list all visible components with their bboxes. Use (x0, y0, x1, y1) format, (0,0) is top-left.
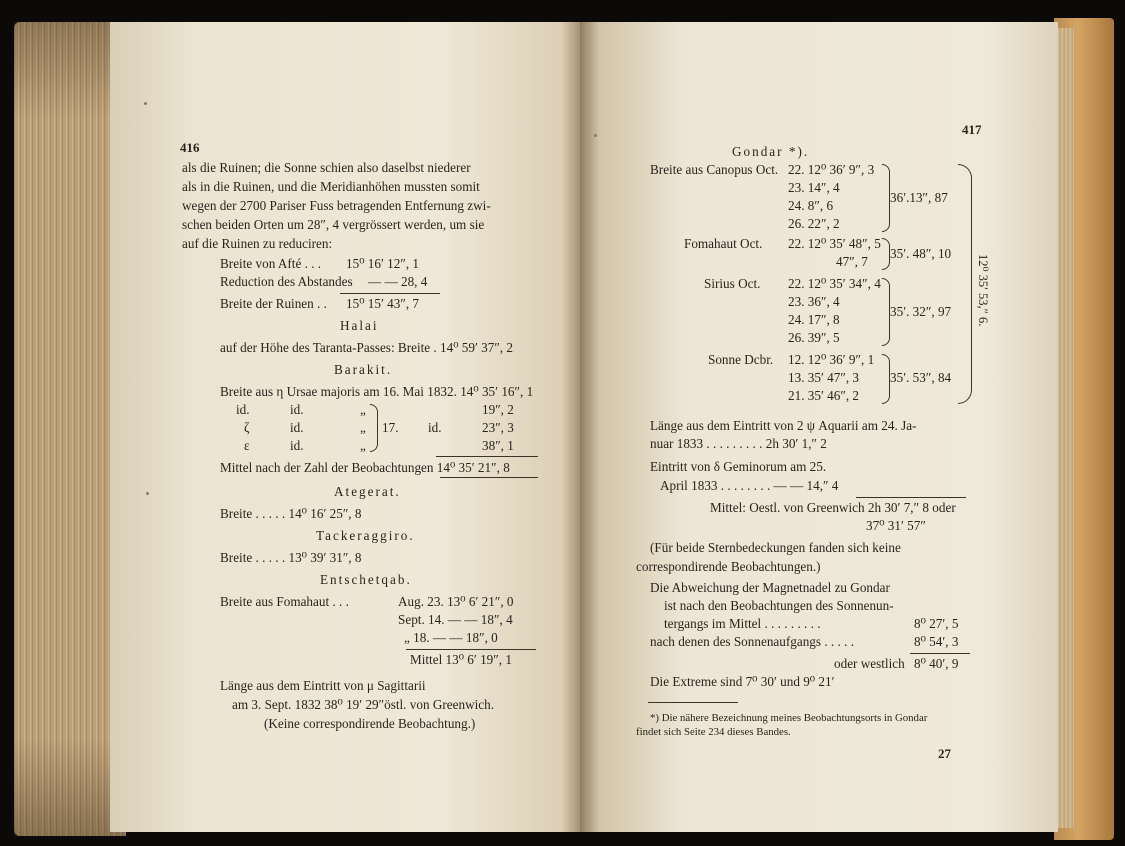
section-title-entschetqab: Entschetqab. (320, 572, 412, 587)
canopus-row: 22. 12⁰ 36′ 9″, 3 (788, 162, 875, 177)
laenge-line: Länge aus dem Eintritt von 2 ψ Aquarii am 24. Ja- (650, 418, 917, 433)
tackeraggiro-line: Breite . . . . . 13⁰ 39′ 31″, 8 (220, 550, 362, 565)
page-417 (580, 22, 1058, 832)
section-title-gondar: Gondar *). (732, 144, 810, 159)
text-line: auf die Ruinen zu reduciren: (182, 236, 333, 251)
brace (370, 404, 378, 452)
barakit-quote: „ (360, 438, 366, 453)
sonne-mean: 35′. 53″, 84 (890, 370, 952, 385)
ruinen-value: 15⁰ 15′ 43″, 7 (346, 296, 420, 311)
laenge-line: (Keine correspondirende Beobachtung.) (264, 716, 476, 731)
footnote-line: findet sich Seite 234 dieses Bandes. (636, 726, 791, 738)
text-line: als die Ruinen; die Sonne schien also daselbst niederer (182, 160, 471, 175)
open-book (14, 14, 1114, 844)
abweichung-line: tergangs im Mittel . . . . . . . . . (664, 616, 821, 631)
text-line: (Für beide Sternbedeckungen fanden sich keine (650, 540, 901, 555)
underline (440, 477, 538, 478)
barakit-value: 38″, 1 (482, 438, 514, 453)
canopus-row: 26. 22″, 2 (788, 216, 840, 231)
entschetqab-row: „ 18. — — 18″, 0 (404, 630, 498, 645)
westlich-label: oder westlich (834, 656, 905, 671)
page-416 (110, 22, 580, 832)
laenge-line: am 3. Sept. 1832 38⁰ 19′ 29″östl. von Greenwich. (232, 697, 494, 712)
reduction-value: — — 28, 4 (368, 274, 428, 289)
abweichung-value: 8⁰ 27′, 5 (914, 616, 959, 631)
barakit-value: 19″, 2 (482, 402, 514, 417)
brace (882, 278, 890, 346)
sirius-row: 26. 39″, 5 (788, 330, 840, 345)
abweichung-line: ist nach den Beobachtungen des Sonnenun- (664, 598, 894, 613)
speck (594, 134, 597, 137)
section-title-ategerat: Ategerat. (334, 484, 401, 499)
barakit-id: id. (290, 420, 304, 435)
westlich-value: 8⁰ 40′, 9 (914, 656, 959, 671)
barakit-star: ε (244, 438, 250, 453)
barakit-quote: „ (360, 402, 366, 417)
abweichung-line: Die Abweichung der Magnetnadel zu Gondar (650, 580, 890, 595)
section-title-tackeraggiro: Tackeraggiro. (316, 528, 415, 543)
barakit-value: 23″, 3 (482, 420, 514, 435)
entschetqab-mean: Mittel 13⁰ 6′ 19″, 1 (410, 652, 512, 667)
footnote-line: *) Die nähere Bezeichnung meines Beobachtungsorts in Gondar (650, 712, 928, 724)
brace (882, 238, 890, 270)
text-line: wegen der 2700 Pariser Fuss betragenden Entfernung zwi- (182, 198, 491, 213)
barakit-brace-date: 17. (382, 420, 399, 435)
sirius-row: 24. 17″, 8 (788, 312, 840, 327)
sum-rule (910, 653, 970, 654)
sonne-row: 13. 35′ 47″, 3 (788, 370, 860, 385)
laenge-line: April 1833 . . . . . . . . — — 14,″ 4 (660, 478, 839, 493)
entschetqab-label: Breite aus Fomahaut . . . (220, 594, 349, 609)
entschetqab-row: Sept. 14. — — 18″, 4 (398, 612, 513, 627)
mittel-line: Mittel: Oestl. von Greenwich 2h 30′ 7,″ 8 oder (710, 500, 956, 515)
section-title-halai: Halai (340, 318, 379, 333)
afte-label: Breite von Afté . . . (220, 256, 322, 271)
barakit-star: ζ (244, 420, 250, 435)
canopus-row: 23. 14″, 4 (788, 180, 840, 195)
canopus-label: Breite aus Canopus Oct. (650, 162, 779, 177)
speck (144, 102, 147, 105)
entschetqab-row: Aug. 23. 13⁰ 6′ 21″, 0 (398, 594, 514, 609)
sirius-mean: 35′. 32″, 97 (890, 304, 952, 319)
sum-rule (340, 293, 440, 294)
fomahaut-row: 47″, 7 (836, 254, 868, 269)
ruinen-label: Breite der Ruinen . . (220, 296, 327, 311)
sirius-label: Sirius Oct. (704, 276, 761, 291)
sirius-row: 23. 36″, 4 (788, 294, 840, 309)
barakit-first-line: Breite aus η Ursae majoris am 16. Mai 1832. 14⁰ 35′ 16″, 1 (220, 384, 534, 399)
barakit-brace-id: id. (428, 420, 442, 435)
sonne-row: 21. 35′ 46″, 2 (788, 388, 860, 403)
sonne-row: 12. 12⁰ 36′ 9″, 1 (788, 352, 875, 367)
extreme-line: Die Extreme sind 7⁰ 30′ und 9⁰ 21′ (650, 674, 835, 689)
fomahaut-mean: 35′. 48″, 10 (890, 246, 952, 261)
footnote-rule (648, 702, 738, 703)
fomahaut-label: Fomahaut Oct. (684, 236, 763, 251)
section-title-barakit: Barakit. (334, 362, 393, 377)
brace (882, 164, 890, 232)
page-number: 416 (180, 140, 200, 155)
sonne-label: Sonne Dcbr. (708, 352, 774, 367)
sum-rule (856, 497, 966, 498)
reduction-label: Reduction des Abstandes (220, 274, 353, 289)
text-line: als in die Ruinen, und die Meridianhöhen mussten somit (182, 179, 480, 194)
sum-rule (436, 456, 538, 457)
signature-mark: 27 (938, 746, 951, 761)
ategerat-line: Breite . . . . . 14⁰ 16′ 25″, 8 (220, 506, 362, 521)
speck (146, 492, 149, 495)
text-line: schen beiden Orten um 28″, 4 vergrössert werden, um sie (182, 217, 485, 232)
brace (882, 354, 890, 404)
overall-mean: 12⁰ 35′ 53,″ 6. (976, 254, 990, 327)
barakit-mean: Mittel nach der Zahl der Beobachtungen 14⁰ 35′ 21″, 8 (220, 460, 510, 475)
sirius-row: 22. 12⁰ 35′ 34″, 4 (788, 276, 881, 291)
barakit-id: id. (290, 438, 304, 453)
barakit-id: id. (290, 402, 304, 417)
page-number: 417 (962, 122, 982, 137)
canopus-row: 24. 8″, 6 (788, 198, 834, 213)
text-line: correspondirende Beobachtungen.) (636, 559, 821, 574)
laenge-line: Eintritt von δ Geminorum am 25. (650, 459, 827, 474)
barakit-quote: „ (360, 420, 366, 435)
laenge-line: Länge aus dem Eintritt von μ Sagittarii (220, 678, 426, 693)
overall-brace (958, 164, 972, 404)
abweichung-line: nach denen des Sonnenaufgangs . . . . . (650, 634, 854, 649)
sum-rule (406, 649, 536, 650)
abweichung-value: 8⁰ 54′, 3 (914, 634, 959, 649)
mittel-line: 37⁰ 31′ 57″ (866, 518, 926, 533)
afte-value: 15⁰ 16′ 12″, 1 (346, 256, 420, 271)
canopus-mean: 36′.13″, 87 (890, 190, 948, 205)
laenge-line: nuar 1833 . . . . . . . . . 2h 30′ 1,″ 2 (650, 436, 827, 451)
halai-line: auf der Höhe des Taranta-Passes: Breite . 14⁰ 59′ 37″, 2 (220, 340, 514, 355)
fomahaut-row: 22. 12⁰ 35′ 48″, 5 (788, 236, 881, 251)
barakit-star: id. (236, 402, 250, 417)
